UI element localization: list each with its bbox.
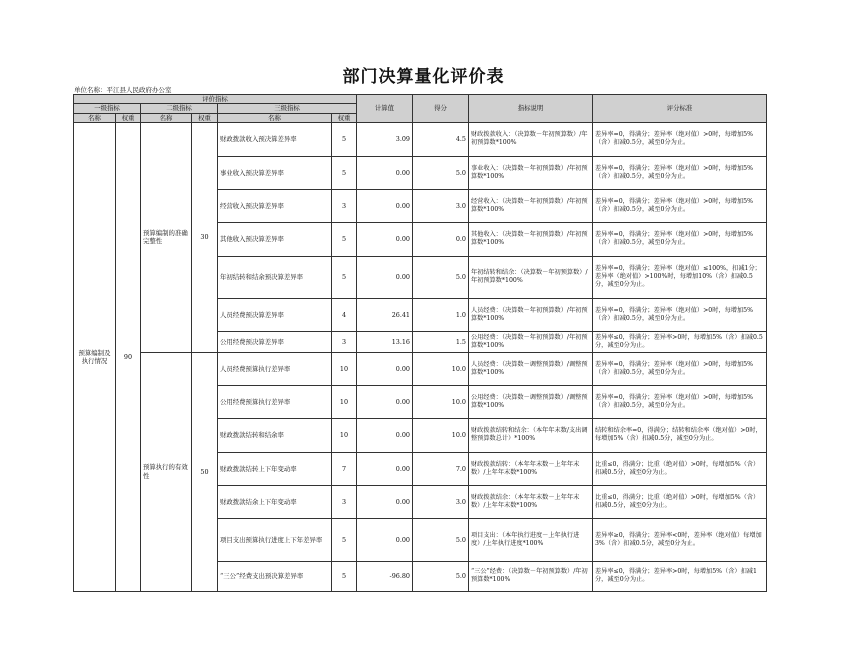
calc-value: 0.00 [357,223,413,256]
level2-header: 二级指标 [141,104,218,113]
calc-value: 0.00 [357,156,413,189]
scoring-criteria: 差异率=0，得满分；差异率（绝对值）≤100%，扣减1分；差异率（绝对值）>100%时，每增加10%（含）扣减0.5分，减至0分为止。 [593,256,767,298]
indicator-description: 财政拨款收入：（决算数－年初预算数）/年初预算数*100% [469,123,593,156]
level2-name-header: 名称 [141,113,192,122]
calc-value: 0.00 [357,385,413,418]
indicator-weight: 10 [332,385,357,418]
indicator-name: 公用经费预决算差异率 [218,332,332,352]
indicator-weight: 5 [332,256,357,298]
score-value: 1.0 [413,299,469,332]
scoring-criteria: 差异率=0，得满分；差异率（绝对值）>0时，每增加5%（含）扣减0.5分，减至0分为止。 [593,352,767,385]
indicator-weight: 5 [332,156,357,189]
scoring-criteria: 差异率=0，得满分；差异率（绝对值）>0时，每增加5%（含）扣减0.5分，减至0分为止。 [593,385,767,418]
indicator-weight: 5 [332,223,357,256]
score-value: 7.0 [413,452,469,485]
calc-value: 0.00 [357,189,413,222]
scoring-criteria: 差异率=0，得满分；差异率（绝对值）>0时，每增加5%（含）扣减0.5分，减至0分为止。 [593,189,767,222]
description-header: 指标说明 [469,95,593,123]
score-value: 10.0 [413,385,469,418]
indicator-description: 财政拨款结转和结余：（本年年末数/支出调整预算数总计）*100% [469,419,593,452]
scoring-criteria: 差异率≥0，得满分；差异率<0时，差异率（绝对值）每增加3%（含）扣减0.5分，减至0分为止。 [593,519,767,561]
level2-name: 预算执行的有效性 [141,352,192,591]
scoring-criteria: 差异率≤0，得满分；差异率>0时，每增加5%（含）扣减1分，减至0分为止。 [593,561,767,591]
indicator-name: 人员经费预决算差异率 [218,299,332,332]
indicator-weight: 10 [332,419,357,452]
indicator-description: 事业收入：（决算数－年初预算数）/年初预算数*100% [469,156,593,189]
indicator-weight: 3 [332,189,357,222]
calc-value: 3.09 [357,123,413,156]
indicator-weight: 7 [332,452,357,485]
indicator-name: 事业收入预决算差异率 [218,156,332,189]
indicator-name: 财政拨款结余上下年变动率 [218,485,332,518]
level2-weight: 30 [192,123,218,352]
indicator-weight: 5 [332,519,357,561]
level1-header: 一级指标 [74,104,141,113]
score-value: 5.0 [413,519,469,561]
indicator-weight: 3 [332,332,357,352]
level3-name-header: 名称 [218,113,332,122]
score-value: 1.5 [413,332,469,352]
indicator-name: 财政拨款结转和结余率 [218,419,332,452]
scoring-criteria: 差异率=0，得满分；差异率（绝对值）>0时，每增加5%（含）扣减0.5分，减至0分为止。 [593,123,767,156]
score-value: 5.0 [413,256,469,298]
indicator-description: 经营收入：（决算数－年初预算数）/年初预算数*100% [469,189,593,222]
evaluation-table [73,94,767,592]
header-row-1 [74,95,767,104]
indicator-description: 人员经费：（决算数－年初预算数）/年初预算数*100% [469,299,593,332]
score-value: 3.0 [413,485,469,518]
score-value: 5.0 [413,561,469,591]
indicator-name: 经营收入预决算差异率 [218,189,332,222]
level1-name: 预算编制及执行情况 [74,123,116,592]
calc-value: 0.00 [357,485,413,518]
scoring-criteria: 差异率=0，得满分；差异率（绝对值）>0时，每增加5%（含）扣减0.5分，减至0分为止。 [593,223,767,256]
scoring-criteria: 差异率=0，得满分；差异率（绝对值）>0时，每增加5%（含）扣减0.5分，减至0分为止。 [593,156,767,189]
indicator-name: 财政拨款结转上下年变动率 [218,452,332,485]
table-row [74,352,767,385]
indicator-description: 人员经费：（决算数－调整预算数）/调整预算数*100% [469,352,593,385]
unit-name: 单位名称：平江县人民政府办公室 [74,86,172,94]
indicator-weight: 3 [332,485,357,518]
indicator-name: “三公”经费支出预决算差异率 [218,561,332,591]
calc-value: 26.41 [357,299,413,332]
calc-value: 0.00 [357,519,413,561]
score-value: 0.0 [413,223,469,256]
level3-header: 三级指标 [218,104,357,113]
indicator-weight: 5 [332,561,357,591]
indicator-name: 公用经费预算执行差异率 [218,385,332,418]
score-value: 5.0 [413,156,469,189]
level2-weight-header: 权重 [192,113,218,122]
calc-value: -96.80 [357,561,413,591]
scoring-criteria: 差异率≤0，得满分；差异率>0时，每增加5%（含）扣减0.5分，减至0分为止。 [593,332,767,352]
indicator-description: 财政拨款结余：（本年年末数－上年年末数）/上年年末数*100% [469,485,593,518]
indicator-description: 其他收入：（决算数－年初预算数）/年初预算数*100% [469,223,593,256]
score-value: 10.0 [413,352,469,385]
indicator-description: 公用经费：（决算数－调整预算数）/调整预算数*100% [469,385,593,418]
criteria-header: 评分标准 [593,95,767,123]
indicator-name: 财政拨款收入预决算差异率 [218,123,332,156]
indicator-weight: 5 [332,123,357,156]
score-value: 3.0 [413,189,469,222]
level1-weight: 90 [116,123,141,592]
indicator-description: 公用经费：（决算数－年初预算数）/年初预算数*100% [469,332,593,352]
indicator-description: 财政拨款结转：（本年年末数－上年年末数）/上年年末数*100% [469,452,593,485]
indicator-description: “三公”经费：（决算数－年初预算数）/年初预算数*100% [469,561,593,591]
score-value: 4.5 [413,123,469,156]
scoring-criteria: 差异率=0，得满分；差异率（绝对值）>0时，每增加5%（含）扣减0.5分，减至0分为止。 [593,299,767,332]
calc-value: 13.16 [357,332,413,352]
indicator-description: 项目支出：（本年执行进度－上年执行进度）/上年执行进度*100% [469,519,593,561]
level3-weight-header: 权重 [332,113,357,122]
scoring-criteria: 比重≤0，得满分；比重（绝对值）>0时，每增加5%（含）扣减0.5分，减至0分为止。 [593,452,767,485]
level2-name: 预算编制的准确完整性 [141,123,192,352]
calc-value: 0.00 [357,419,413,452]
scoring-criteria: 比重≤0，得满分；比重（绝对值）>0时，每增加5%（含）扣减0.5分，减至0分为止。 [593,485,767,518]
calc-value: 0.00 [357,452,413,485]
indicator-name: 其他收入预决算差异率 [218,223,332,256]
page-title: 部门决算量化评价表 [342,67,505,87]
indicator-weight: 4 [332,299,357,332]
level1-weight-header: 权重 [116,113,141,122]
indicator-name: 项目支出预算执行进度上下年差异率 [218,519,332,561]
indicator-weight: 10 [332,352,357,385]
score-value: 10.0 [413,419,469,452]
calc-value: 0.00 [357,256,413,298]
indicator-name: 年初结转和结余预决算差异率 [218,256,332,298]
score-header: 得分 [413,95,469,123]
level1-name-header: 名称 [74,113,116,122]
calc-value-header: 计算值 [357,95,413,123]
eval-indicator-header: 评价指标 [74,95,357,104]
level2-weight: 50 [192,352,218,591]
table-row [74,123,767,156]
indicator-name: 人员经费预算执行差异率 [218,352,332,385]
indicator-description: 年初结转和结余：（决算数－年初预算数）/年初预算数*100% [469,256,593,298]
calc-value: 0.00 [357,352,413,385]
table-body [74,95,767,592]
scoring-criteria: 结转和结余率=0，得满分；结转和结余率（绝对值）>0时，每增加5%（含）扣减0.5分，减至0分为止。 [593,419,767,452]
